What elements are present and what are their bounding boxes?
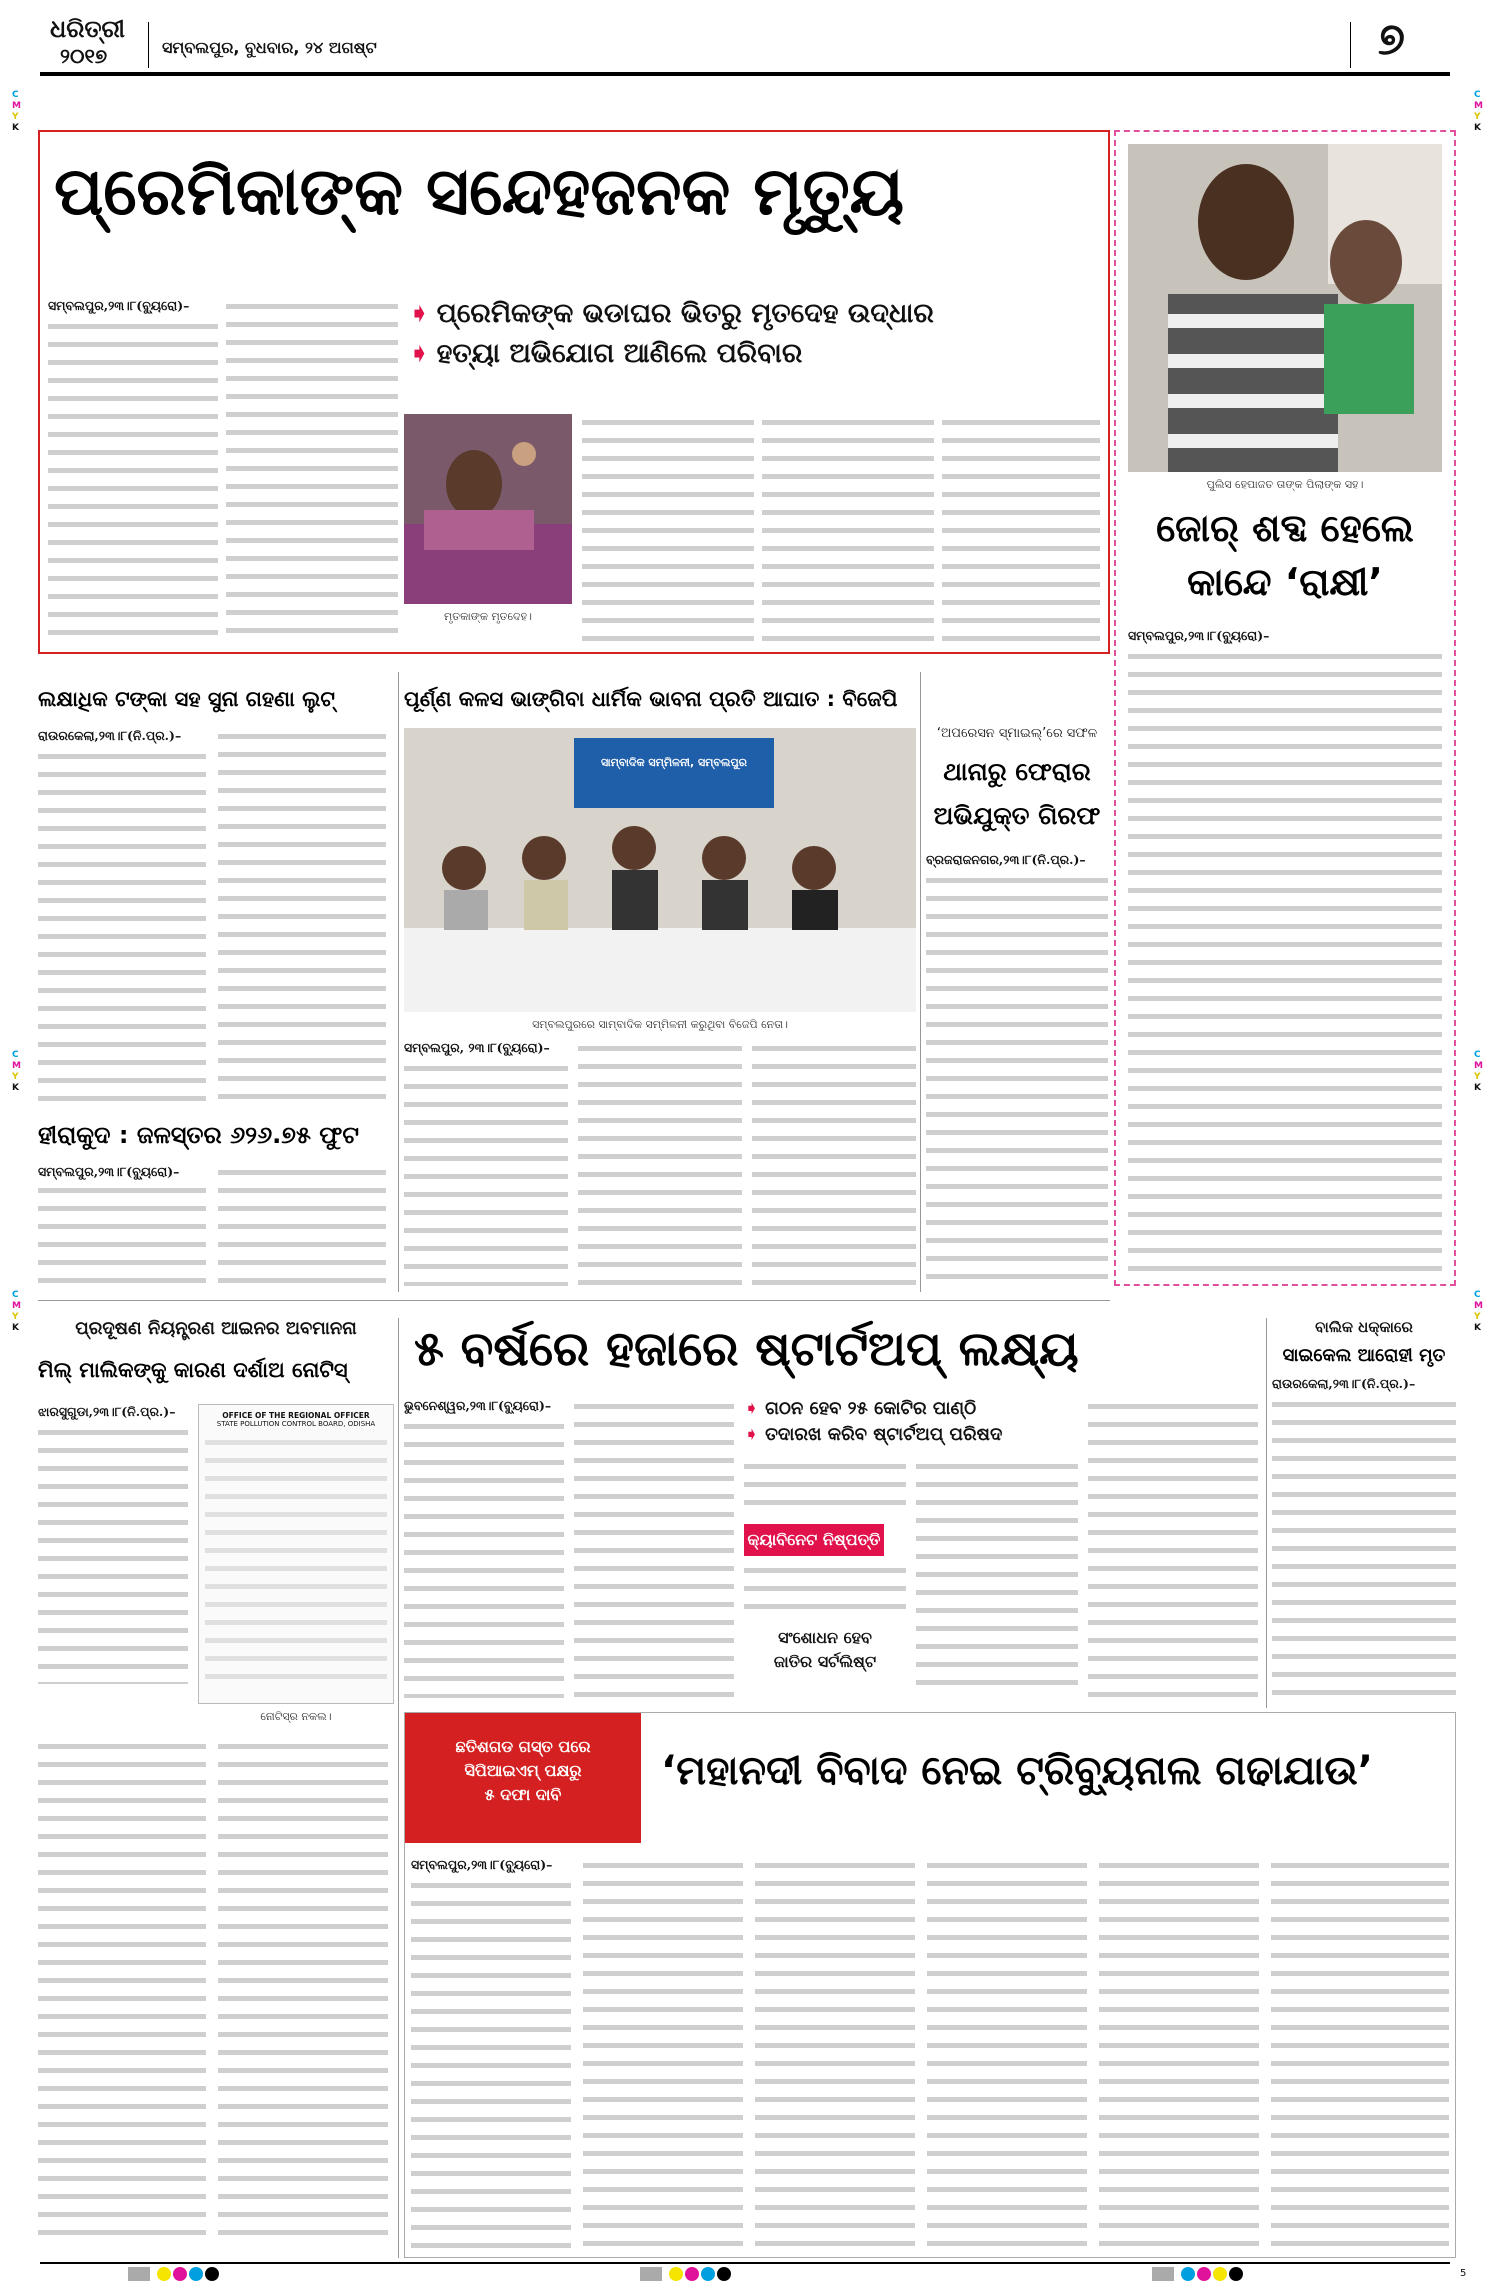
bjp-story [404, 672, 916, 1292]
hirakud-dateline: ସମ୍ବଲପୁର,୨୩।୮(ବ୍ୟୁରୋ)– [38, 1164, 180, 1179]
loot-dateline: ରାଉରକେଲା,୨୩।୮(ନି.ପ୍ର.)– [38, 728, 182, 743]
footer-color-bar-right [1152, 2266, 1302, 2282]
cyclist-body [1272, 1396, 1456, 1700]
rakhi-headline-line-1: ଜୋର୍ ଶବ୍ଦ ହେଲେ [1156, 506, 1414, 550]
bjp-photo-caption: ସମ୍ବଲପୁରରେ ସାମ୍ବାଦିକ ସମ୍ମିଳନୀ କରୁଥିବା ବିଜେପି ନେତା। [532, 1018, 788, 1031]
startup-inline-head-1: ସଂଶୋଧନ ହେବ [778, 1628, 872, 1647]
photo-woman-icon [404, 414, 572, 604]
rakhi-headline-line-2: କାନ୍ଦେ ‘ରାକ୍ଷୀ’ [1187, 560, 1383, 604]
pollution-body-col-3 [218, 1738, 388, 2248]
startup-subhead-2: ➧ ତଦାରଖ କରିବ ଷ୍ଟାର୍ଟଅପ୍ ପରିଷଦ [744, 1424, 1003, 1445]
startup-body-col-4 [916, 1458, 1078, 1698]
cyclist-story [1272, 1318, 1456, 1708]
pollution-headline: ମିଲ୍ ମାଲିକଙ୍କୁ କାରଣ ଦର୍ଶାଅ ନୋଟିସ୍ [38, 1358, 348, 1382]
cmyk-mark-mid-left: C M Y K [12, 1050, 21, 1093]
pollution-body-col-2 [38, 1738, 206, 2248]
startup-body-col-1 [404, 1418, 564, 1698]
mahanadi-body-col-2 [583, 1857, 743, 2249]
notice-title: OFFICE OF THE REGIONAL OFFICER [222, 1411, 370, 1420]
cyclist-dateline: ରାଉରକେଲା,୨୩।୮(ନି.ପ୍ର.)– [1272, 1376, 1416, 1391]
rakhi-body [1128, 648, 1442, 1274]
startup-body-col-3 [744, 1458, 906, 1518]
loot-story [38, 672, 394, 1114]
loot-body-col-1 [38, 748, 206, 1102]
pollution-notice-caption: ନୋଟିସ୍ର ନକଲ। [260, 1710, 332, 1723]
hirakud-story [38, 1118, 394, 1294]
mahanadi-kicker-line-2: ସିପିଆଇଏମ୍ ପକ୍ଷରୁ [464, 1761, 582, 1780]
cmyk-mark-top-left: C M Y K [12, 90, 21, 133]
mahanadi-body-col-4 [927, 1857, 1087, 2249]
mahanadi-kicker-box [405, 1713, 641, 1843]
cmyk-mark-low-left: C M Y K [12, 1290, 21, 1333]
lead-body-col-5 [942, 414, 1100, 642]
arrest-body [926, 872, 1108, 1286]
arrow-icon: ➧ [408, 338, 431, 369]
hirakud-headline: ହୀରାକୁଦ : ଜଳସ୍ତର ୬୨୬.୭୫ ଫୁଟ [38, 1121, 359, 1149]
bjp-body-col-1 [404, 1060, 568, 1286]
bjp-body-col-2 [578, 1040, 742, 1286]
footer-color-bar-left [128, 2266, 278, 2282]
startup-body-col-2 [574, 1398, 734, 1698]
bjp-body-col-3 [752, 1040, 916, 1286]
cyclist-kicker: ବାଲିକ ଧକ୍କାରେ [1315, 1318, 1413, 1336]
masthead-dateline: ସମ୍ବଲପୁର, ବୁଧବାର, ୨୪ ଅଗଷ୍ଟ [162, 38, 377, 57]
pollution-kicker: ପ୍ରଦୂଷଣ ନିୟନ୍ତ୍ରଣ ଆଇନର ଅବମାନନା [75, 1318, 357, 1339]
loot-headline: ଲକ୍ଷାଧିକ ଟଙ୍କା ସହ ସୁନା ଗହଣା ଲୁଟ୍ [38, 687, 335, 711]
masthead-brand: ଧରିତ୍ରୀ [50, 14, 125, 43]
rakhi-photo-caption: ପୁଲିସ ହେପାଜତ ତାଙ୍କ ପିଲାଙ୍କ ସହ। [1206, 478, 1364, 491]
pollution-dateline: ଝାରସୁଗୁଡା,୨୩।୮(ନି.ପ୍ର.)– [38, 1404, 176, 1419]
lead-dateline: ସମ୍ବଲପୁର,୨୩।୮(ବ୍ୟୁରୋ)– [48, 298, 190, 313]
masthead [20, 14, 1480, 72]
photo-man-child-icon [1128, 144, 1442, 472]
rakhi-dateline: ସମ୍ବଲପୁର,୨୩।୮(ବ୍ୟୁରୋ)– [1128, 628, 1270, 643]
startup-body-col-3b [744, 1562, 906, 1622]
lead-body-col-3 [582, 414, 754, 642]
mahanadi-kicker-line-3: ୫ ଦଫା ଦାବି [484, 1785, 562, 1804]
hirakud-body-col-1 [38, 1182, 206, 1292]
hirakud-body-col-2 [218, 1164, 386, 1292]
arrest-story [926, 672, 1108, 1292]
startup-story [404, 1318, 1262, 1704]
cabinet-decision-box: କ୍ୟାବିନେଟ ନିଷ୍ପତ୍ତି [744, 1524, 884, 1556]
mahanadi-body-col-5 [1099, 1857, 1259, 2249]
startup-body-col-5 [1088, 1398, 1258, 1698]
lead-headline: ପ୍ରେମିକାଙ୍କ ସନ୍ଦେହଜନକ ମୃତ୍ୟୁ [54, 153, 905, 230]
pollution-story [38, 1318, 394, 2256]
lead-story [38, 130, 1110, 654]
cmyk-mark-top-right: C M Y K [1474, 90, 1483, 133]
arrest-headline-line-1: ଥାନାରୁ ଫେରାର [943, 757, 1091, 786]
cmyk-mark-mid-right: C M Y K [1474, 1050, 1483, 1093]
mahanadi-body-col-1 [411, 1877, 571, 2249]
arrest-kicker: ‘ଅପରେସନ ସ୍ମାଇଲ୍’ରେ ସଫଳ [936, 726, 1098, 741]
lead-photo-caption: ମୃତକାଙ୍କ ମୃତଦେହ। [444, 610, 532, 623]
mahanadi-body-col-3 [755, 1857, 915, 2249]
lead-subhead-2: ➧ ହତ୍ୟା ଅଭିଯୋଗ ଆଣିଲେ ପରିବାର [408, 338, 803, 369]
page-number: ୭ [1378, 14, 1405, 65]
bjp-banner-text: ସାମ୍ବାଦିକ ସମ୍ମିଳନୀ, ସମ୍ବଲପୁର [600, 756, 748, 769]
arrow-icon: ➧ [408, 298, 431, 329]
masthead-year: ୨୦୧୭ [60, 44, 108, 68]
footer-color-bar-center [640, 2266, 790, 2282]
startup-subhead-1: ➧ ଗଠନ ହେବ ୨୫ କୋଟିର ପାଣ୍ଠି [744, 1398, 977, 1419]
startup-headline: ୫ ବର୍ଷରେ ହଜାରେ ଷ୍ଟାର୍ଟଅପ୍ ଲକ୍ଷ୍ୟ [414, 1321, 1079, 1377]
footer-folio: 5 [1460, 2268, 1467, 2279]
pollution-notice-image [198, 1404, 394, 1704]
lead-body-col-1 [48, 318, 218, 642]
photo-press-conference-icon [404, 728, 916, 1012]
rakhi-story [1114, 130, 1456, 1286]
mahanadi-headline: ‘ମହାନଦୀ ବିବାଦ ନେଇ ଟ୍ରିବ୍ୟୁନାଲ ଗଢାଯାଉ’ [661, 1748, 1373, 1794]
lead-subhead-1: ➧ ପ୍ରେମିକଙ୍କ ଭଡାଘର ଭିତରୁ ମୃତଦେହ ଉଦ୍ଧାର [408, 298, 934, 329]
lead-body-col-2 [226, 298, 398, 642]
lead-photo [404, 414, 572, 604]
arrow-icon: ➧ [744, 1398, 760, 1419]
bjp-headline: ପୂର୍ଣ୍ଣ କଳସ ଭାଙ୍ଗିବା ଧାର୍ମିକ ଭାବନା ପ୍ରତି ଆଘାତ : ବିଜେପି [404, 687, 898, 711]
rakhi-photo [1128, 144, 1442, 472]
mahanadi-story [404, 1712, 1456, 2258]
mahanadi-dateline: ସମ୍ବଲପୁର,୨୩।୮(ବ୍ୟୁରୋ)– [411, 1857, 553, 1872]
arrest-dateline: ବ୍ରଜରାଜନଗର,୨୩।୮(ନି.ପ୍ର.)– [926, 852, 1086, 867]
mahanadi-body-col-6 [1271, 1857, 1449, 2249]
notice-subtitle: STATE POLLUTION CONTROL BOARD, ODISHA [216, 1420, 376, 1428]
arrow-icon: ➧ [744, 1424, 760, 1445]
arrest-headline-line-2: ଅଭିଯୁକ୍ତ ଗିରଫ [933, 801, 1101, 830]
bjp-dateline: ସମ୍ବଲପୁର, ୨୩।୮(ବ୍ୟୁରୋ)– [404, 1040, 550, 1055]
startup-dateline: ଭୁବନେଶ୍ୱର,୨୩।୮(ବ୍ୟୁରୋ)– [404, 1398, 552, 1413]
pollution-body-col-1 [38, 1424, 188, 1684]
cyclist-headline: ସାଇକେଲ ଆରୋହୀ ମୃତ [1282, 1345, 1446, 1366]
cmyk-mark-low-right: C M Y K [1474, 1290, 1483, 1333]
lead-body-col-4 [762, 414, 934, 642]
bjp-photo [404, 728, 916, 1012]
loot-body-col-2 [218, 728, 386, 1102]
mahanadi-kicker-line-1: ଛତିଶଗଡ ଗସ୍ତ ପରେ [455, 1737, 591, 1756]
startup-inline-head-2: ଜାତିର ସର୍ଟଲିଷ୍ଟ [773, 1652, 877, 1671]
